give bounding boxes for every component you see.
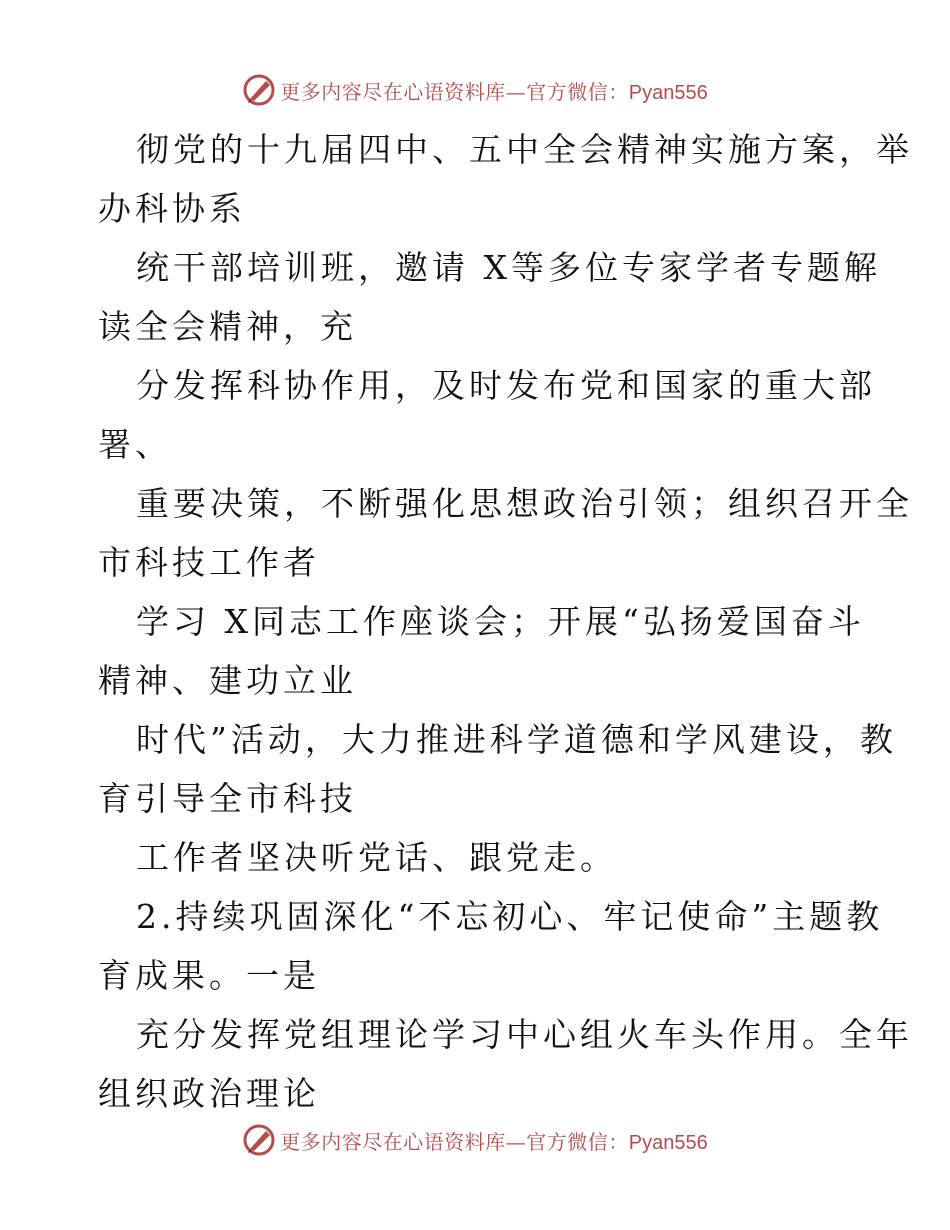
watermark-label: 更多内容尽在心语资料库—官方微信： [280,1129,629,1154]
paragraph-line: 办科协系 [98,189,246,228]
paragraph-line: 读全会精神，充 [98,307,357,346]
paragraph [98,356,876,474]
paragraph-line: 工作者坚决听党话、跟党走。 [136,838,617,877]
paragraph-line: 精神、建功立业 [98,661,357,700]
paragraph [98,120,913,238]
document-body [98,120,913,1123]
pen-logo-icon [242,1123,276,1157]
paragraph-line: 组织政治理论 [98,1074,320,1113]
paragraph-line: 学习 X同志工作座谈会；开展“弘扬爱国奋斗 [136,602,865,641]
paragraph-line: 统干部培训班，邀请 X等多位专家学者专题解 [136,248,881,287]
paragraph-line: 时代”活动，大力推进科学道德和学风建设，教 [136,720,897,759]
paragraph-line: 重要决策，不断强化思想政治引领；组织召开全 [136,484,913,523]
paragraph-line: 署、 [98,425,172,464]
watermark-label: 更多内容尽在心语资料库—官方微信： [280,79,629,104]
footer-watermark-banner [0,1120,950,1160]
paragraph-line: 育成果。一是 [98,956,320,995]
paragraph [98,238,881,356]
watermark-handle: Pyan556 [628,1131,708,1154]
header-watermark-banner [0,70,950,110]
paragraph-line: 充分发挥党组理论学习中心组火车头作用。全年 [136,1015,913,1054]
paragraph-line: 2.持续巩固深化“不忘初心、牢记使命”主题教 [136,897,884,936]
paragraph-line: 市科技工作者 [98,543,320,582]
paragraph [98,474,913,592]
paragraph-line: 彻党的十九届四中、五中全会精神实施方案，举 [136,130,913,169]
pen-logo-icon [242,73,276,107]
paragraph [98,592,868,710]
watermark-handle: Pyan556 [628,81,708,104]
paragraph [98,1005,913,1123]
paragraph [98,710,897,828]
watermark-text [280,1126,707,1155]
paragraph [98,828,868,887]
paragraph [98,887,884,1005]
paragraph-line: 育引导全市科技 [98,779,357,818]
paragraph-line: 分发挥科协作用，及时发布党和国家的重大部 [136,366,876,405]
watermark-text [280,76,707,105]
